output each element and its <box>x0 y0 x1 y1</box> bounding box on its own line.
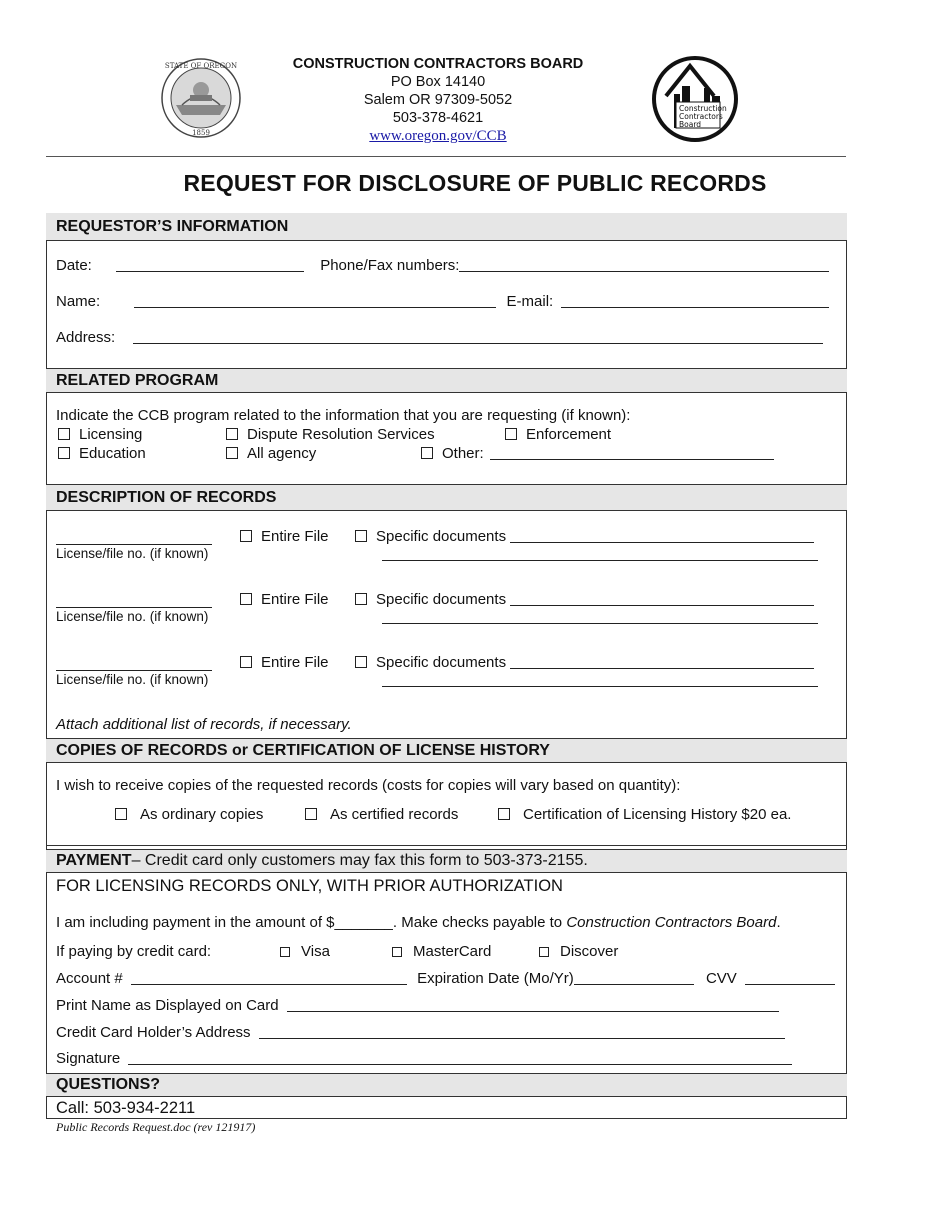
payment-subheading: FOR LICENSING RECORDS ONLY, WITH PRIOR AUTHORIZATION <box>56 877 563 895</box>
org-name: CONSTRUCTION CONTRACTORS BOARD <box>292 56 584 72</box>
print-name-field[interactable] <box>287 1011 779 1012</box>
section-questions-heading: QUESTIONS? <box>46 1073 847 1097</box>
letterhead <box>250 55 626 145</box>
seal-text: STATE OF OREGON <box>164 62 238 70</box>
mastercard-label: MasterCard <box>413 943 492 960</box>
certification-history-checkbox[interactable] <box>498 808 510 820</box>
address-row <box>56 329 823 346</box>
oregon-state-seal <box>160 57 242 139</box>
card-label: If paying by credit card: <box>56 943 212 960</box>
license-label-1: License/file no. (if known) <box>56 546 209 561</box>
payment-heading-rest: – Credit card only customers may fax this form to 503-373-2155. <box>131 852 588 869</box>
attach-note: Attach additional list of records, if necessary. <box>56 716 352 733</box>
specific-docs-line-2b[interactable] <box>382 609 818 626</box>
website-link[interactable]: www.oregon.gov/CCB <box>369 128 507 144</box>
questions-call: Call: 503-934-2211 <box>56 1099 196 1117</box>
licensing-label: Licensing <box>79 426 143 443</box>
cvv-field[interactable] <box>745 984 835 985</box>
specific-docs-option-3[interactable] <box>355 654 814 671</box>
payee-name: Construction Contractors Board <box>566 914 777 931</box>
all-agency-label: All agency <box>247 445 317 462</box>
specific-docs-line-3b[interactable] <box>382 672 818 689</box>
logo-word-3: Board <box>679 120 702 129</box>
signature-label: Signature <box>56 1050 121 1067</box>
signature-row <box>56 1050 792 1067</box>
license-field-2[interactable] <box>56 607 212 608</box>
expiration-field[interactable] <box>574 984 694 985</box>
address-field[interactable] <box>133 343 823 344</box>
address-label: Address: <box>56 329 116 346</box>
education-checkbox[interactable] <box>58 447 70 459</box>
section-records-heading: DESCRIPTION OF RECORDS <box>46 484 847 511</box>
specific-docs-checkbox-2[interactable] <box>355 593 367 605</box>
card-option-mastercard[interactable] <box>392 943 491 960</box>
certified-records-label: As certified records <box>330 806 459 823</box>
licensing-checkbox[interactable] <box>58 428 70 440</box>
entire-file-checkbox-2[interactable] <box>240 593 252 605</box>
specific-docs-option-2[interactable] <box>355 591 814 608</box>
logo-word-1: Construction <box>679 104 727 113</box>
card-option-discover[interactable] <box>539 943 618 960</box>
signature-field[interactable] <box>128 1064 792 1065</box>
program-prompt: Indicate the CCB program related to the information that you are requesting (if known): <box>56 407 631 424</box>
name-label: Name: <box>56 293 101 310</box>
program-option-licensing[interactable] <box>58 426 142 443</box>
holder-address-field[interactable] <box>259 1038 785 1039</box>
education-label: Education <box>79 445 146 462</box>
specific-docs-option-1[interactable] <box>355 528 814 545</box>
email-label: E-mail: <box>506 293 554 310</box>
entire-file-option-3[interactable] <box>240 654 329 671</box>
other-checkbox[interactable] <box>421 447 433 459</box>
record-row-1-license <box>56 544 212 561</box>
payment-amount-text: I am including payment in the amount of $_______. Make checks payable to <box>56 914 567 931</box>
entire-file-option-1[interactable] <box>240 528 329 545</box>
date-row <box>56 257 829 274</box>
logo-word-2: Contractors <box>679 112 723 121</box>
payment-double-rule <box>46 845 847 846</box>
license-field-3[interactable] <box>56 670 212 671</box>
program-option-education[interactable] <box>58 445 146 462</box>
account-field[interactable] <box>131 984 407 985</box>
entire-file-checkbox-3[interactable] <box>240 656 252 668</box>
visa-label: Visa <box>301 943 330 960</box>
specific-docs-field-1[interactable] <box>510 542 814 543</box>
dispute-checkbox[interactable] <box>226 428 238 440</box>
date-field[interactable] <box>116 271 304 272</box>
entire-file-label-3: Entire File <box>261 654 329 671</box>
page-title: REQUEST FOR DISCLOSURE OF PUBLIC RECORDS <box>183 170 767 196</box>
record-row-2-license <box>56 607 212 624</box>
ordinary-copies-label: As ordinary copies <box>140 806 264 823</box>
other-label: Other: <box>442 445 484 462</box>
org-phone: 503-378-4621 <box>392 110 484 126</box>
section-payment-heading <box>46 849 847 873</box>
entire-file-option-2[interactable] <box>240 591 329 608</box>
license-field-1[interactable] <box>56 544 212 545</box>
account-label: Account # <box>56 970 123 987</box>
phone-label: Phone/Fax numbers: <box>320 257 460 274</box>
specific-docs-checkbox-1[interactable] <box>355 530 367 542</box>
discover-checkbox[interactable] <box>539 947 549 957</box>
other-field[interactable] <box>490 459 774 460</box>
visa-checkbox[interactable] <box>280 947 290 957</box>
copies-option-certification[interactable] <box>498 806 791 823</box>
cvv-label: CVV <box>705 970 737 987</box>
card-option-visa[interactable] <box>280 943 330 960</box>
copies-prompt: I wish to receive copies of the requested records (costs for copies will vary based on quantity): <box>56 777 681 794</box>
print-name-label: Print Name as Displayed on Card <box>56 997 279 1014</box>
date-label: Date: <box>56 257 92 274</box>
enforcement-checkbox[interactable] <box>505 428 517 440</box>
license-label-2: License/file no. (if known) <box>56 609 209 624</box>
dispute-label: Dispute Resolution Services <box>247 426 435 443</box>
payment-heading-bold: PAYMENT <box>56 852 132 869</box>
entire-file-label-2: Entire File <box>261 591 329 608</box>
holder-address-label: Credit Card Holder’s Address <box>56 1024 251 1041</box>
specific-docs-label-1: Specific documents <box>376 528 507 545</box>
specific-docs-label-3: Specific documents <box>376 654 507 671</box>
specific-docs-line-1b[interactable] <box>382 546 818 563</box>
seal-year: 1859 <box>192 129 210 137</box>
payment-amount-row <box>56 914 781 931</box>
footer-doc-ref: Public Records Request.doc (rev 121917) <box>56 1120 256 1134</box>
program-option-all-agency[interactable] <box>226 445 316 462</box>
name-field[interactable] <box>134 307 496 308</box>
section-copies-heading: COPIES OF RECORDS or CERTIFICATION OF LICENSE HISTORY <box>46 738 847 763</box>
specific-docs-label-2: Specific documents <box>376 591 507 608</box>
header-divider <box>46 156 846 157</box>
print-name-row <box>56 997 779 1014</box>
section-program-heading: RELATED PROGRAM <box>46 368 847 393</box>
entire-file-label-1: Entire File <box>261 528 329 545</box>
certification-history-label: Certification of Licensing History $20 ea. <box>523 806 792 823</box>
all-agency-checkbox[interactable] <box>226 447 238 459</box>
license-label-3: License/file no. (if known) <box>56 672 209 687</box>
city-address: Salem OR 97309-5052 <box>363 92 513 108</box>
copies-option-ordinary[interactable] <box>115 806 263 823</box>
specific-docs-checkbox-3[interactable] <box>355 656 367 668</box>
email-field[interactable] <box>561 307 829 308</box>
program-option-enforcement[interactable] <box>505 426 611 443</box>
ccb-logo <box>652 56 738 142</box>
expiration-label: Expiration Date (Mo/Yr) <box>417 970 574 987</box>
specific-docs-field-3[interactable] <box>510 668 814 669</box>
entire-file-checkbox-1[interactable] <box>240 530 252 542</box>
payee-end: . <box>776 914 781 931</box>
certified-records-checkbox[interactable] <box>305 808 317 820</box>
account-row <box>56 970 835 987</box>
name-row <box>56 293 829 310</box>
mastercard-checkbox[interactable] <box>392 947 402 957</box>
section-requestor-heading: REQUESTOR’S INFORMATION <box>46 213 847 241</box>
record-row-3-license <box>56 670 212 687</box>
ordinary-copies-checkbox[interactable] <box>115 808 127 820</box>
program-option-dispute[interactable] <box>226 426 435 443</box>
holder-address-row <box>56 1024 785 1041</box>
specific-docs-field-2[interactable] <box>510 605 814 606</box>
phone-field[interactable] <box>459 271 829 272</box>
program-option-other[interactable] <box>421 445 774 462</box>
copies-option-certified[interactable] <box>305 806 458 823</box>
enforcement-label: Enforcement <box>526 426 612 443</box>
discover-label: Discover <box>560 943 619 960</box>
po-box: PO Box 14140 <box>390 74 486 90</box>
